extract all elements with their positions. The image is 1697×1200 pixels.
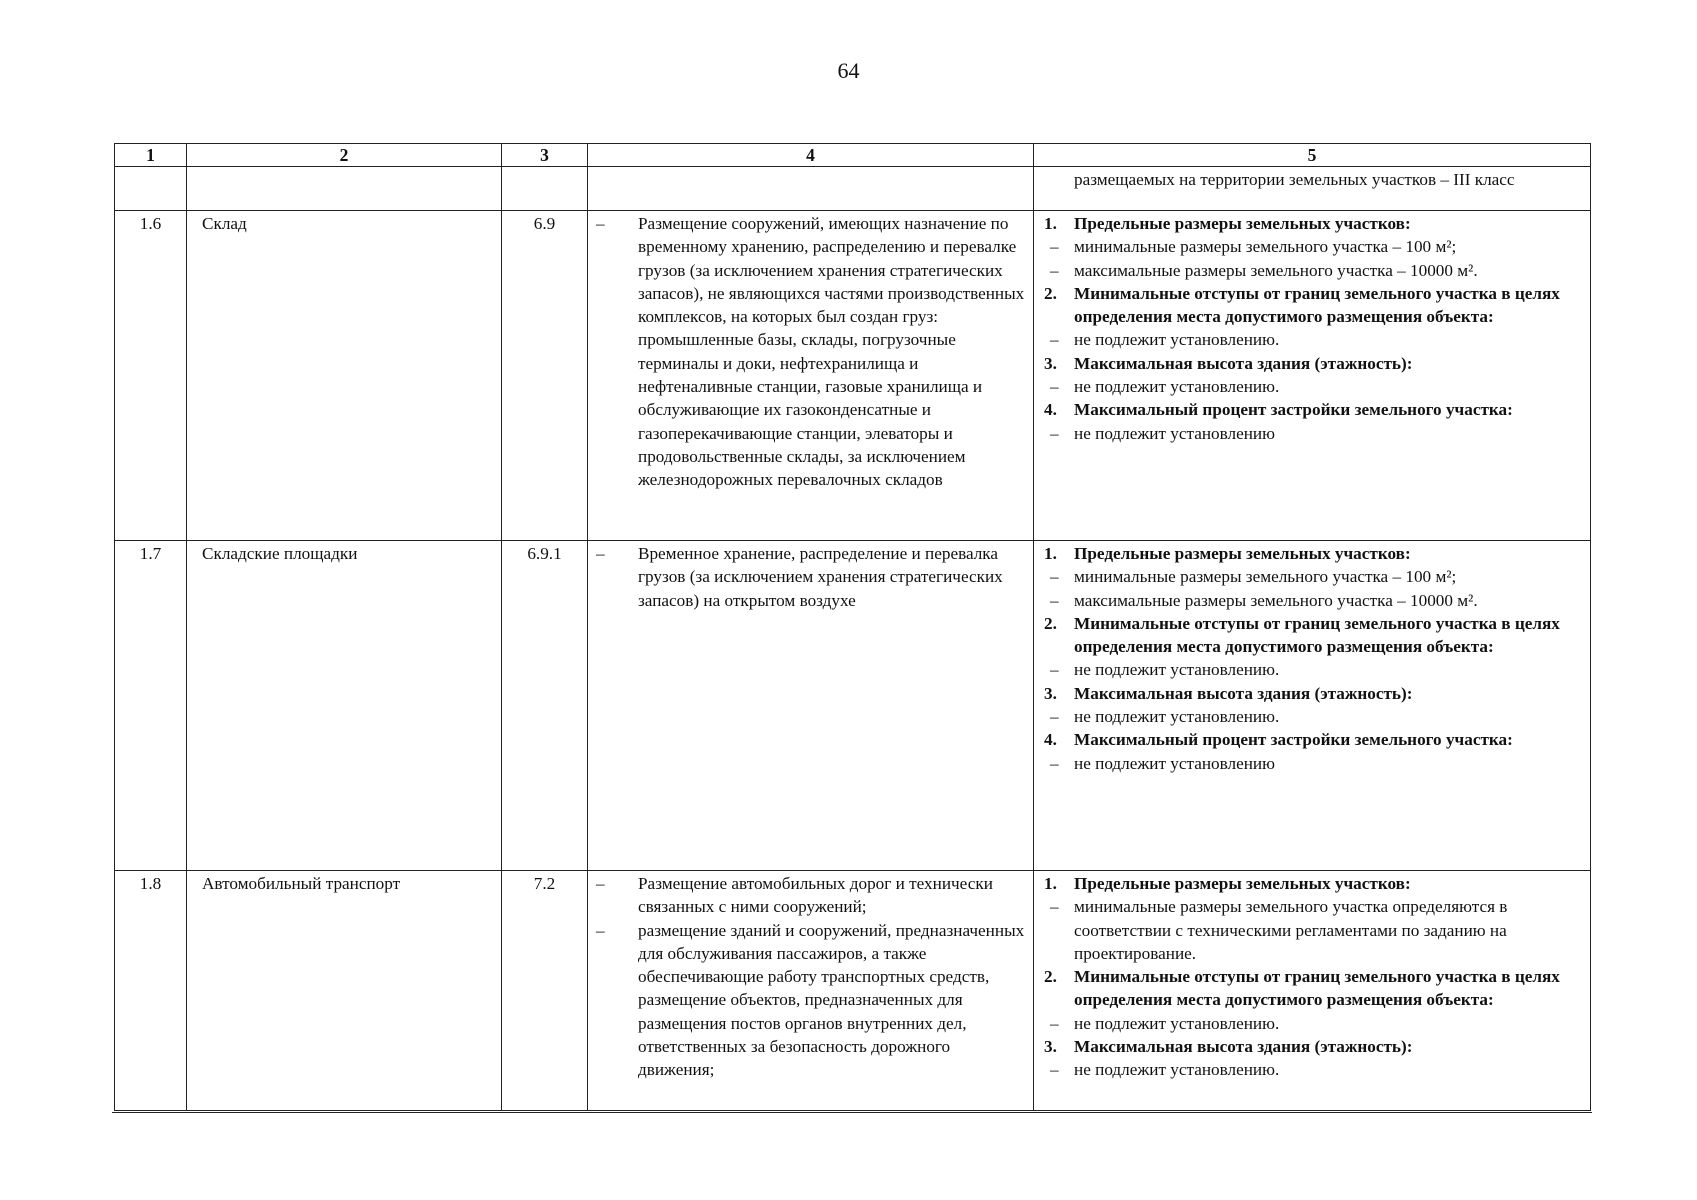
- parameter-value-text: минимальные размеры земельного участка – 100 м²;: [1074, 237, 1457, 257]
- parameter-value: [1044, 589, 1584, 612]
- dash-marker: –: [1050, 567, 1059, 587]
- use-name-cell: Склад: [187, 211, 502, 541]
- description-cell: [588, 541, 1034, 871]
- parameter-value-text: максимальные размеры земельного участка – 10000 м².: [1074, 590, 1478, 610]
- column-header: 4: [588, 144, 1034, 167]
- parameter-heading: [1044, 282, 1584, 329]
- parameter-heading-text: Максимальный процент застройки земельного участка:: [1074, 400, 1513, 420]
- parameter-value: [1044, 565, 1584, 588]
- dash-marker: –: [1050, 707, 1059, 727]
- parameter-number: 4.: [1044, 730, 1057, 750]
- parameter-heading-text: Минимальные отступы от границ земельного участка в целях определения места допустимого размещения объекта:: [1074, 967, 1560, 1010]
- dash-marker: –: [1050, 260, 1059, 280]
- parameter-heading-text: Максимальная высота здания (этажность):: [1074, 353, 1413, 373]
- parameter-heading-text: Предельные размеры земельных участков:: [1074, 874, 1411, 893]
- parameters-cell: [1034, 211, 1591, 541]
- dash-marker: –: [1050, 330, 1059, 350]
- parameter-heading: [1044, 682, 1584, 705]
- description-cell: [588, 871, 1034, 1111]
- header-row: [115, 144, 1591, 167]
- description-cell: [588, 167, 1034, 211]
- parameter-continuation: размещаемых на территории земельных участков – III класс: [1074, 170, 1515, 189]
- description-cell: [588, 211, 1034, 541]
- description-item: [596, 919, 1029, 1082]
- dash-marker: –: [596, 214, 605, 233]
- use-name-cell: [187, 167, 502, 211]
- use-name-cell: Складские площадки: [187, 541, 502, 871]
- parameter-number: 2.: [1044, 283, 1057, 303]
- parameter-heading-text: Предельные размеры земельных участков:: [1074, 544, 1411, 563]
- description-item: [596, 872, 1029, 919]
- regulations-table: [114, 143, 1591, 1111]
- parameter-value: [1044, 1012, 1584, 1035]
- use-name-cell: Автомобильный транспорт: [187, 871, 502, 1111]
- use-code-cell: [502, 167, 588, 211]
- parameter-value-text: не подлежит установлению.: [1074, 1060, 1280, 1080]
- parameter-heading: [1044, 965, 1584, 1012]
- use-code-cell: 6.9.1: [502, 541, 588, 871]
- parameter-value: [1044, 259, 1584, 282]
- parameter-value-text: не подлежит установлению.: [1074, 377, 1280, 397]
- parameter-value: [1044, 658, 1584, 681]
- dash-marker: –: [596, 874, 605, 893]
- parameter-number: 4.: [1044, 400, 1057, 420]
- parameters-cell: [1034, 541, 1591, 871]
- parameter-value-text: минимальные размеры земельного участка определяются в соответствии с техническими регламентами по заданию на проектирование.: [1074, 897, 1508, 963]
- parameter-value-text: минимальные размеры земельного участка – 100 м²;: [1074, 567, 1457, 587]
- column-header: 1: [115, 144, 187, 167]
- dash-marker: –: [596, 920, 605, 940]
- row-number-cell: 1.6: [115, 211, 187, 541]
- parameter-value: [1044, 328, 1584, 351]
- use-code-cell: 7.2: [502, 871, 588, 1111]
- row-number-cell: 1.7: [115, 541, 187, 871]
- description-text: Временное хранение, распределение и перевалка грузов (за исключением хранения стратегических запасов) на открытом воздухе: [638, 544, 1003, 610]
- description-item: [596, 212, 1029, 492]
- parameter-heading: [1044, 728, 1584, 751]
- description-text: Размещение автомобильных дорог и технически связанных с ними сооружений;: [638, 874, 993, 917]
- description-item: [596, 542, 1029, 612]
- parameter-value: [1044, 752, 1584, 775]
- parameter-heading-text: Максимальная высота здания (этажность):: [1074, 683, 1413, 703]
- parameter-heading: [1044, 352, 1584, 375]
- parameter-value: [1044, 705, 1584, 728]
- dash-marker: –: [1050, 1013, 1059, 1033]
- parameter-heading: [1044, 212, 1584, 235]
- dash-marker: –: [1050, 897, 1059, 917]
- parameter-number: 1.: [1044, 874, 1057, 893]
- dash-marker: –: [1050, 590, 1059, 610]
- dash-marker: –: [1050, 753, 1059, 773]
- parameter-heading: [1044, 542, 1584, 565]
- use-code-cell: 6.9: [502, 211, 588, 541]
- dash-marker: –: [596, 544, 605, 563]
- parameter-heading: [1044, 398, 1584, 421]
- parameter-value-text: не подлежит установлению: [1074, 753, 1275, 773]
- parameter-heading: [1044, 1035, 1584, 1058]
- parameters-cell: [1034, 167, 1591, 211]
- parameter-value-text: не подлежит установлению.: [1074, 660, 1280, 680]
- table-row: [115, 167, 1591, 211]
- parameter-heading-text: Предельные размеры земельных участков:: [1074, 214, 1411, 233]
- table-row: [115, 871, 1591, 1111]
- bottom-rule: [112, 1112, 1592, 1113]
- dash-marker: –: [1050, 423, 1059, 443]
- parameter-number: 3.: [1044, 683, 1057, 703]
- row-number-cell: 1.8: [115, 871, 187, 1111]
- parameter-number: 3.: [1044, 353, 1057, 373]
- table-row: [115, 541, 1591, 871]
- parameter-value-text: не подлежит установлению.: [1074, 707, 1280, 727]
- parameter-value: [1044, 235, 1584, 258]
- parameter-value-text: не подлежит установлению.: [1074, 330, 1280, 350]
- page-number: 64: [837, 58, 860, 83]
- parameter-number: 2.: [1044, 967, 1057, 987]
- description-text: размещение зданий и сооружений, предназначенных для обслуживания пассажиров, а также обеспечивающие работу транспортных средств, размещение объектов, предназначенных для размещения постов органов внутренних дел, ответственных за безопасность дорожного движения;: [638, 920, 1025, 1080]
- column-header: 2: [187, 144, 502, 167]
- column-header: 5: [1034, 144, 1591, 167]
- parameter-heading-text: Минимальные отступы от границ земельного участка в целях определения места допустимого размещения объекта:: [1074, 283, 1560, 327]
- dash-marker: –: [1050, 660, 1059, 680]
- parameter-number: 3.: [1044, 1037, 1057, 1057]
- column-header: 3: [502, 144, 588, 167]
- parameter-value: [1044, 422, 1584, 445]
- parameter-heading: [1044, 872, 1584, 895]
- row-number-cell: [115, 167, 187, 211]
- parameter-value-text: не подлежит установлению.: [1074, 1013, 1280, 1033]
- parameter-heading: [1044, 612, 1584, 659]
- dash-marker: –: [1050, 1060, 1059, 1080]
- dash-marker: –: [1050, 377, 1059, 397]
- parameter-heading-text: Максимальный процент застройки земельного участка:: [1074, 730, 1513, 750]
- parameter-heading-text: Максимальная высота здания (этажность):: [1074, 1037, 1413, 1057]
- parameter-value: [1044, 1058, 1584, 1081]
- parameter-number: 1.: [1044, 214, 1057, 233]
- parameter-number: 1.: [1044, 544, 1057, 563]
- parameter-value: [1044, 375, 1584, 398]
- parameters-cell: [1034, 871, 1591, 1111]
- parameter-value-text: не подлежит установлению: [1074, 423, 1275, 443]
- dash-marker: –: [1050, 237, 1059, 257]
- parameter-number: 2.: [1044, 613, 1057, 633]
- parameter-heading-text: Минимальные отступы от границ земельного участка в целях определения места допустимого размещения объекта:: [1074, 613, 1560, 657]
- parameter-value-text: максимальные размеры земельного участка – 10000 м².: [1074, 260, 1478, 280]
- table-row: [115, 211, 1591, 541]
- parameter-value: [1044, 895, 1584, 965]
- description-text: Размещение сооружений, имеющих назначение по временному хранению, распределению и перевалке грузов (за исключением хранения стратегических запасов), не являющихся частями производственных комплексов, на которых был создан груз: промышленные базы, склады, погрузочные терминалы и доки, нефтехранилища и нефтеналивные станции, газовые хранилища и обслуживающие их газоконденсатные и газоперекачивающие станции, элеваторы и продовольственные склады, за исключением железнодорожных перевалочных складов: [638, 214, 1025, 490]
